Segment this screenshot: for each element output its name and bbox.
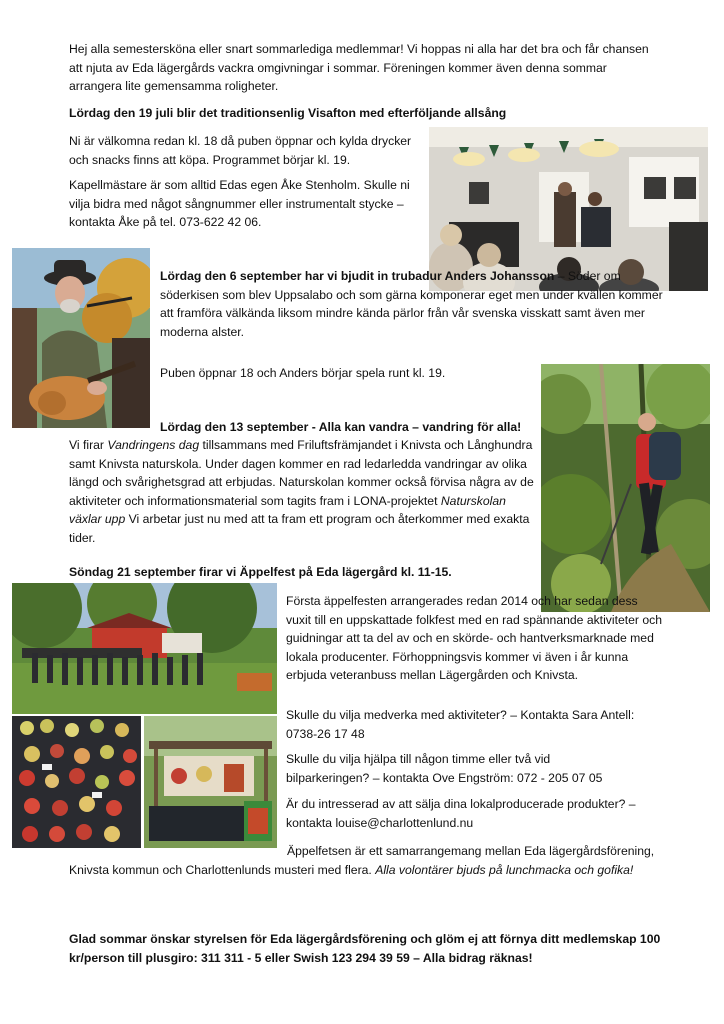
festival-crowd-photo <box>12 583 277 714</box>
visafton-heading: Lördag den 19 juli blir det traditionsenlig Visafton med efterföljande allsång <box>69 106 507 120</box>
appelfest-paragraph-1: Första äppelfesten arrangerades redan 2014 och har sedan dess vuxit till en uppskattade folkfest med en rad spännande aktiviteter och guidningar att ta del av och en skörde- och hantverksmarknade med lokala producenter. Förhoppningsvis kommer vi även i år kunna erbjuda veteranbuss mellan Lägergården och Knivsta. <box>286 594 663 682</box>
visafton-paragraph-2: Kapellmästare är som alltid Edas egen Åke Stenholm. Skulle ni vilja bidra med något sångnummer eller instrumentalt stycke – kontakta Åke på tel. 073-622 42 06. <box>69 178 410 229</box>
appelfest-heading: Söndag 21 september firar vi Äppelfest på Eda lägergård kl. 11-15. <box>69 565 452 579</box>
vandra-text-1: Vi firar <box>69 438 108 452</box>
appelfest-volunteer-note: Alla volontärer bjuds på lunchmacka och gofika! <box>375 862 634 877</box>
vandra-emphasis-1: Vandringens dag <box>107 438 200 452</box>
vandra-heading: Lördag den 13 september - Alla kan vandra – vandring för alla! <box>160 420 522 434</box>
vandra-text-2: tillsammans med Friluftsfrämjandet i Knivsta och Långhundra samt Knivsta naturskola. Under dagen kommer en rad ledarledda vandringar av olika längd och svårighetsgrad att erbjudas. Naturskolan kommer också förvisa några av de aktiviteter och informationsmaterial som tagits fram i LONA-projektet <box>69 438 534 508</box>
vandra-text-3: Vi arbetar just nu med att ta fram ett program och återkommer med exakta tider. <box>69 512 530 545</box>
trubadur-paragraph-2: Puben öppnar 18 och Anders börjar spela runt kl. 19. <box>160 366 446 380</box>
trubadur-heading: Lördag den 6 september har vi bjudit in trubadur Anders Johansson <box>160 269 555 283</box>
hiking-photo <box>541 364 710 612</box>
appelfest-paragraph-4: Är du intresserad av att sälja dina lokalproducerade produkter? – kontakta louise@charlottenlund.nu <box>286 797 636 830</box>
trubadur-paragraph <box>160 267 665 341</box>
closing-paragraph: Glad sommar önskar styrelsen för Eda lägergårdsförening och glöm ej att förnya ditt medlemskap 100 kr/person till plusgiro: 311 311 - 5 eller Swish 123 294 39 59 – Alla bidrag räknas! <box>69 932 661 965</box>
market-stall-photo <box>144 716 277 848</box>
trubadur-photo <box>12 248 150 428</box>
appelfest-paragraph-5 <box>69 842 659 879</box>
intro-paragraph: Hej alla semesterskön​a eller snart sommarlediga medlemmar! Vi hoppas ni alla har det bra och får chansen att njuta av Eda lägergårds vackra omgivningar i sommar. Föreningen kommer även denna sommar arrangera lite gemensamma roligheter. <box>69 42 649 93</box>
vandra-paragraph <box>69 436 536 547</box>
trubadur-body: – Söder om söderkisen som blev Uppsalabo och som gärna komponerar eget men under kvällen kommer att framföra välkända liksom mindre kända pärlor från vår svenska visskatt samt även mer moderna alster. <box>160 269 663 339</box>
vandra-emphasis-2: Naturskolan växlar upp <box>69 493 506 526</box>
appelfest-paragraph-3: Skulle du vilja hjälpa till någon timme eller två vid bilparkeringen? – kontakta Ove Engström: 072 - 205 07 05 <box>286 752 603 785</box>
visafton-paragraph-1: Ni är välkomna redan kl. 18 då puben öppnar och kylda drycker och snacks finns att köpa. Programmet börjar kl. 19. <box>69 134 412 167</box>
appelfest-collab-text: Äppelfetsen är ett samarrangemang mellan Eda lägergårdsförening, Knivsta kommun och Charlottenlunds musteri med flera. <box>69 844 655 877</box>
apples-photo <box>12 716 141 848</box>
appelfest-paragraph-2: Skulle du vilja medverka med aktiviteter? – Kontakta Sara Antell: 0738-26 17 48 <box>286 708 635 741</box>
